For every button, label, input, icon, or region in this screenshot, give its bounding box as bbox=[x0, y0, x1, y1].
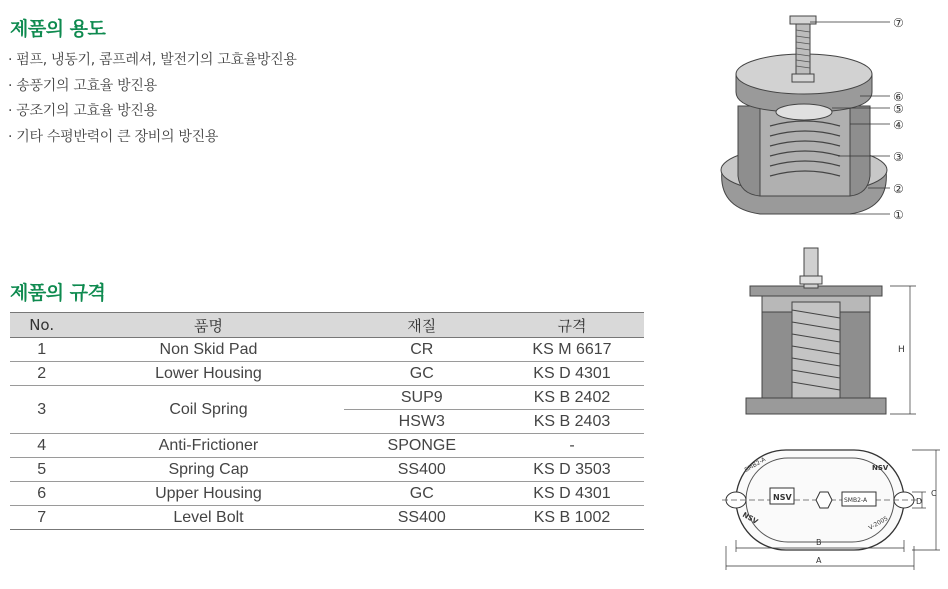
cell-no: 6 bbox=[10, 482, 73, 506]
col-header-no: No. bbox=[10, 313, 73, 338]
cell-name: Lower Housing bbox=[73, 362, 343, 386]
callout-6: ⑥ bbox=[893, 90, 904, 104]
callout-4: ④ bbox=[893, 118, 904, 132]
plate-center-text: SMB2-A bbox=[844, 497, 868, 504]
dim-h-label: H bbox=[898, 345, 905, 355]
cell-spec: KS B 2402 bbox=[500, 386, 644, 410]
table-row bbox=[10, 434, 644, 458]
usage-item: · 기타 수평반력이 큰 장비의 방진용 bbox=[8, 128, 219, 145]
cell-material: SS400 bbox=[344, 458, 500, 482]
callout-7: ⑦ bbox=[893, 16, 904, 30]
top-view-drawing bbox=[722, 444, 944, 580]
cell-name: Spring Cap bbox=[73, 458, 343, 482]
section-drawing bbox=[740, 244, 920, 420]
dim-b-label: B bbox=[816, 538, 822, 547]
plate-left-bottom-text: NSV bbox=[741, 510, 760, 526]
cell-material: CR bbox=[344, 338, 500, 362]
dim-c-label: C bbox=[931, 489, 937, 498]
cell-name: Upper Housing bbox=[73, 482, 343, 506]
cell-spec: - bbox=[500, 434, 644, 458]
usage-item: · 공조기의 고효율 방진용 bbox=[8, 103, 157, 119]
table-row bbox=[10, 506, 644, 530]
cell-no: 3 bbox=[10, 386, 73, 434]
usage-item: · 송풍기의 고효율 방진용 bbox=[8, 77, 157, 94]
col-header-spec: 규격 bbox=[500, 313, 644, 338]
cell-spec: KS B 1002 bbox=[500, 506, 644, 530]
cell-material: SUP9 bbox=[344, 386, 500, 410]
cell-no: 7 bbox=[10, 506, 73, 530]
col-header-name: 품명 bbox=[73, 313, 343, 338]
cell-material: SS400 bbox=[344, 506, 500, 530]
table-row bbox=[10, 362, 644, 386]
cell-spec: KS D 3503 bbox=[500, 458, 644, 482]
cell-spec: KS D 4301 bbox=[500, 362, 644, 386]
cell-name: Level Bolt bbox=[73, 506, 343, 530]
table-row bbox=[10, 386, 644, 410]
callout-2: ② bbox=[893, 182, 904, 196]
plate-left-top-text: SMB2-A bbox=[743, 456, 767, 474]
plate-right-bottom-text: V-2005 bbox=[867, 515, 890, 532]
callout-3: ③ bbox=[893, 150, 904, 164]
callout-5: ⑤ bbox=[893, 102, 904, 116]
usage-list bbox=[8, 48, 297, 150]
cell-spec: KS D 4301 bbox=[500, 482, 644, 506]
usage-title: 제품의 용도 bbox=[10, 18, 106, 40]
cell-material: SPONGE bbox=[344, 434, 500, 458]
cell-no: 5 bbox=[10, 458, 73, 482]
cell-no: 4 bbox=[10, 434, 73, 458]
table-header-row bbox=[10, 313, 644, 338]
cell-spec: KS B 2403 bbox=[500, 410, 644, 434]
dim-d-label: D bbox=[916, 497, 923, 506]
cell-material: HSW3 bbox=[344, 410, 500, 434]
table-row bbox=[10, 458, 644, 482]
isometric-mount-drawing bbox=[700, 8, 940, 230]
cell-no: 1 bbox=[10, 338, 73, 362]
dim-a-label: A bbox=[816, 556, 822, 565]
cell-name: Anti-Frictioner bbox=[73, 434, 343, 458]
cell-material: GC bbox=[344, 362, 500, 386]
cell-name: Coil Spring bbox=[73, 386, 343, 434]
cell-name: Non Skid Pad bbox=[73, 338, 343, 362]
usage-item: · 펌프, 냉동기, 콤프레셔, 발전기의 고효율방진용 bbox=[8, 52, 297, 68]
col-header-material: 재질 bbox=[344, 313, 500, 338]
spec-title: 제품의 규격 bbox=[10, 282, 106, 304]
cell-spec: KS M 6617 bbox=[500, 338, 644, 362]
callout-1: ① bbox=[893, 208, 904, 222]
plate-right-top-logo: NSV bbox=[872, 464, 889, 472]
cell-material: GC bbox=[344, 482, 500, 506]
cell-no: 2 bbox=[10, 362, 73, 386]
table-row bbox=[10, 338, 644, 362]
table-row bbox=[10, 482, 644, 506]
spec-table bbox=[10, 312, 644, 530]
plate-logo-text: NSV bbox=[773, 493, 792, 502]
